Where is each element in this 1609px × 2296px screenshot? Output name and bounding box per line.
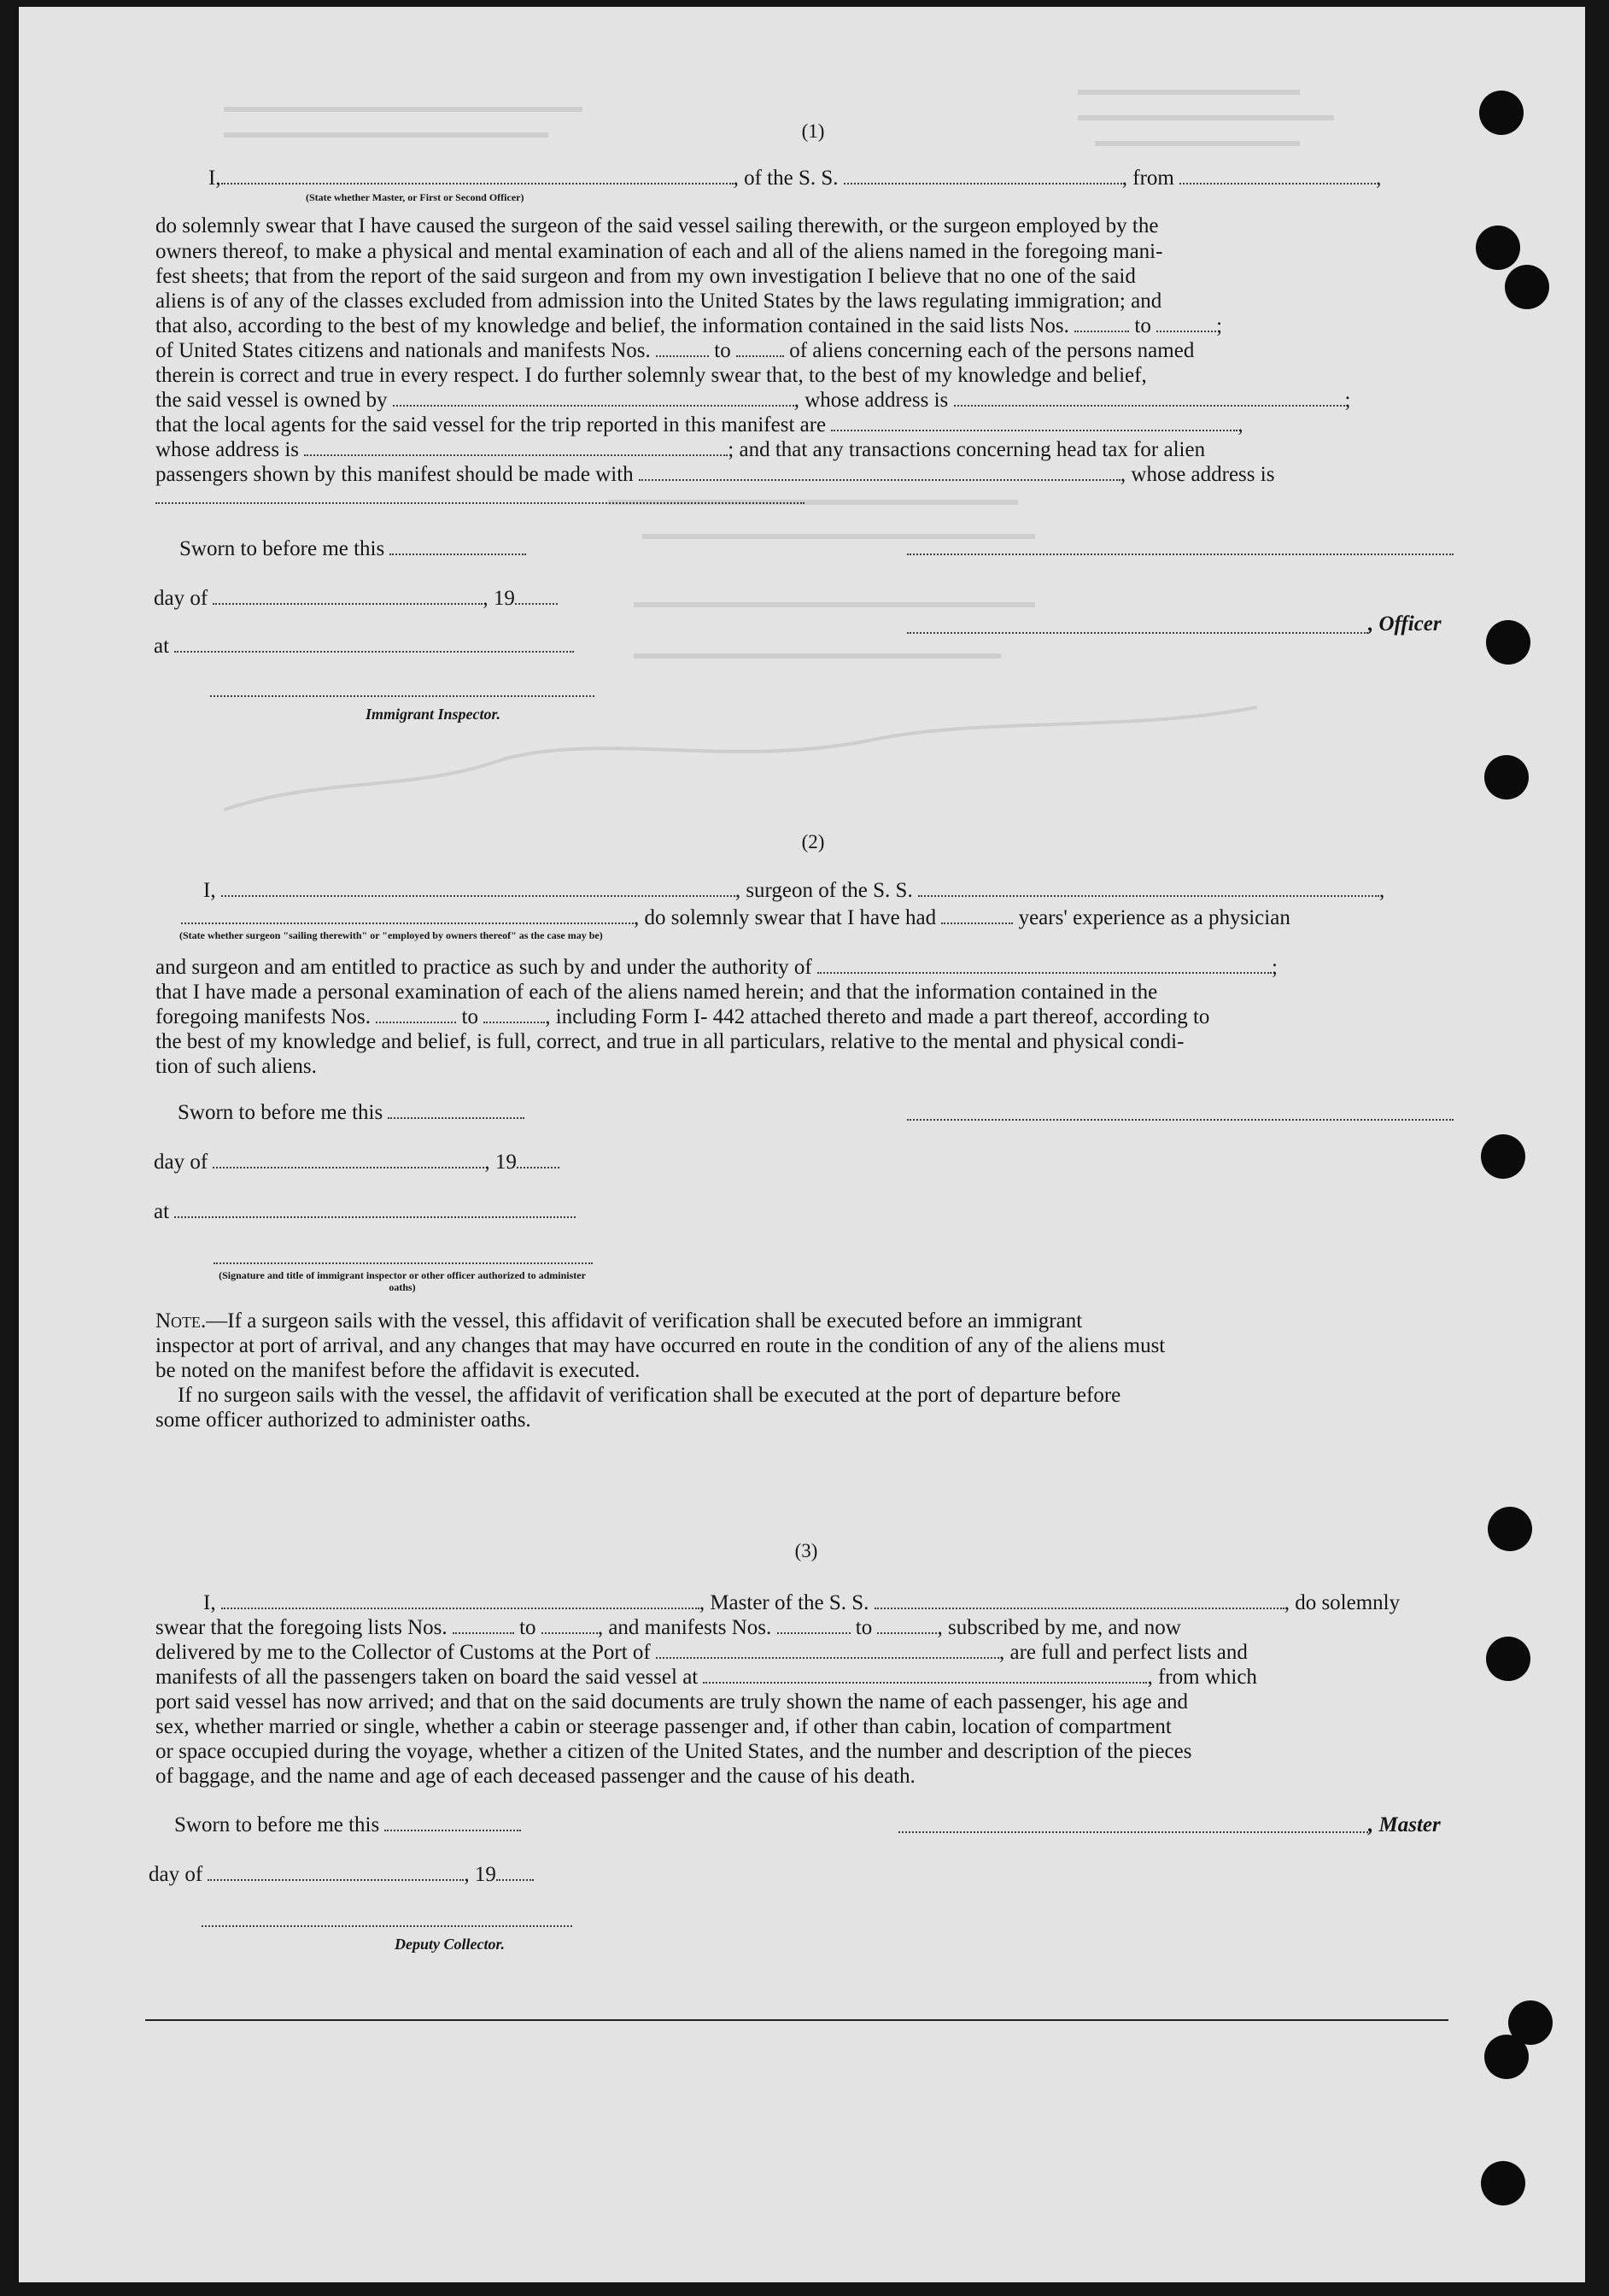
- sec2-signature-caption: (Signature and title of immigrant inspector or other officer authorized to administer oaths): [219, 1269, 586, 1293]
- sec2-sworn: Sworn to before me this: [178, 1100, 524, 1125]
- sec3-master-label: , Master: [1368, 1813, 1441, 1836]
- sec3-body-1: port said vessel has now arrived; and that on the said documents are truly shown the name of each passenger, his age and: [155, 1690, 1189, 1713]
- sec1-line-11: whose address is ; and that any transactions concerning head tax for alien: [155, 438, 1206, 461]
- section-1-heading: (1): [801, 120, 825, 142]
- sec1-line-12: passengers shown by this manifest should be made with , whose address is: [155, 463, 1275, 486]
- punch-hole: [1488, 1507, 1532, 1551]
- section-3-heading: (3): [794, 1540, 818, 1561]
- sec2-line-2: , do solemnly swear that I have had years' experience as a physician: [181, 905, 1290, 930]
- sec3-day-of: day of , 19: [149, 1862, 534, 1887]
- sec1-officer-label: , Officer: [1368, 612, 1442, 636]
- sec1-master-signature-line: [907, 552, 1454, 555]
- sec1-body-2: owners thereof, to make a physical and mental examination of each and all of the aliens named in the foregoing mani-: [155, 240, 1163, 263]
- sec2-line-7: tion of such aliens.: [155, 1055, 317, 1078]
- punch-hole: [1481, 2161, 1525, 2205]
- manifest-affidavit-page: [19, 7, 1585, 2282]
- sec1-line-8: therein is correct and true in every respect. I do further solemnly swear that, to the best of my knowledge and belief,: [155, 364, 1147, 387]
- sec2-day-of: day of , 19: [154, 1150, 559, 1174]
- sec1-body-1: do solemnly swear that I have caused the surgeon of the said vessel sailing therewith, or the surgeon employed by the: [155, 214, 1159, 237]
- sec2-line-1: I, , surgeon of the S. S. ,: [203, 879, 1385, 902]
- sec1-inspector-caption: Immigrant Inspector.: [366, 706, 501, 723]
- sec3-collector-caption: Deputy Collector.: [395, 1936, 505, 1953]
- sec3-line-1: I, , Master of the S. S. , do solemnly: [203, 1591, 1401, 1614]
- sec3-body-2: sex, whether married or single, whether a cabin or steerage passenger and, if other than cabin, location of compartment: [155, 1715, 1172, 1738]
- sec1-line-7: of United States citizens and nationals and manifests Nos. to of aliens concerning each of the persons named: [155, 339, 1195, 362]
- sec3-line-3: delivered by me to the Collector of Customs at the Port of , are full and perfect lists and: [155, 1641, 1248, 1664]
- sec2-at: at: [154, 1199, 576, 1224]
- sec2-line-5: foregoing manifests Nos. to , including Form I- 442 attached thereto and made a part thereof, according to: [155, 1005, 1210, 1028]
- sec1-line-1: I, , of the S. S. , from ,: [208, 167, 1382, 190]
- sec1-officer-signature-line: [907, 630, 1368, 634]
- sec1-sworn: Sworn to before me this: [179, 536, 526, 561]
- sec2-line-4: that I have made a personal examination of each of the aliens named herein; and that the information contained in the: [155, 981, 1158, 1004]
- sec3-line-4: manifests of all the passengers taken on board the said vessel at , from which: [155, 1666, 1257, 1689]
- sec3-sworn: Sworn to before me this: [174, 1813, 521, 1837]
- sec1-address-continuation-line: [155, 501, 804, 504]
- punch-hole: [1505, 265, 1549, 309]
- sec1-line-6: that also, according to the best of my knowledge and belief, the information contained in the said lists Nos. to ;: [155, 314, 1223, 337]
- punch-hole: [1484, 755, 1529, 800]
- sec1-line-10: that the local agents for the said vessel for the trip reported in this manifest are ,: [155, 413, 1243, 436]
- section-2-heading: (2): [801, 831, 825, 852]
- sec2-note-line-5: some officer authorized to administer oaths.: [155, 1409, 531, 1432]
- note-lead: Note.: [155, 1309, 207, 1332]
- punch-hole: [1484, 2035, 1529, 2079]
- punch-hole: [1486, 620, 1530, 665]
- sec2-note-line-1: Note.—If a surgeon sails with the vessel, this affidavit of verification shall be executed before an immigrant: [155, 1309, 1083, 1332]
- punch-hole: [1481, 1134, 1525, 1179]
- sec3-line-2: swear that the foregoing lists Nos. to , and manifests Nos. to , subscribed by me, and now: [155, 1616, 1181, 1639]
- sec2-line-3: and surgeon and am entitled to practice as such by and under the authority of ;: [155, 956, 1278, 979]
- sec3-body-3: or space occupied during the voyage, whether a citizen of the United States, and the number and description of the pieces: [155, 1740, 1192, 1763]
- punch-hole: [1486, 1637, 1530, 1681]
- sec1-body-3: fest sheets; that from the report of the said surgeon and from my own investigation I believe that no one of the said: [155, 265, 1136, 288]
- sec1-rank-note: (State whether Master, or First or Second Officer): [306, 191, 524, 203]
- sec3-collector-signature-line: [202, 1924, 572, 1927]
- sec2-note-line-4: If no surgeon sails with the vessel, the affidavit of verification shall be executed at the port of departure before: [178, 1384, 1121, 1407]
- sec3-master-signature-line: [898, 1830, 1368, 1833]
- sec2-surgeon-note: (State whether surgeon "sailing therewith" or "employed by owners thereof" as the case may be): [179, 929, 603, 941]
- bottom-rule: [145, 2019, 1448, 2021]
- sec1-at: at: [154, 634, 574, 659]
- sec1-inspector-signature-line: [210, 694, 594, 697]
- sec1-day-of: day of , 19: [154, 586, 558, 611]
- sec1-body-4: aliens is of any of the classes excluded from admission into the United States by the laws regulating immigration; and: [155, 290, 1162, 313]
- sec2-note-line-3: be noted on the manifest before the affidavit is executed.: [155, 1359, 641, 1382]
- sec2-note-line-2: inspector at port of arrival, and any changes that may have occurred en route in the condition of any of the aliens must: [155, 1334, 1166, 1357]
- sec2-surgeon-signature-line: [907, 1117, 1454, 1121]
- sec2-inspector-signature-line: [214, 1261, 593, 1264]
- sec1-line-9: the said vessel is owned by , whose address is ;: [155, 389, 1351, 412]
- sec3-body-4: of baggage, and the name and age of each deceased passenger and the cause of his death.: [155, 1765, 916, 1788]
- punch-hole: [1479, 91, 1524, 135]
- sec2-line-6: the best of my knowledge and belief, is full, correct, and true in all particulars, relative to the mental and physical condi-: [155, 1030, 1185, 1053]
- punch-hole: [1476, 226, 1520, 270]
